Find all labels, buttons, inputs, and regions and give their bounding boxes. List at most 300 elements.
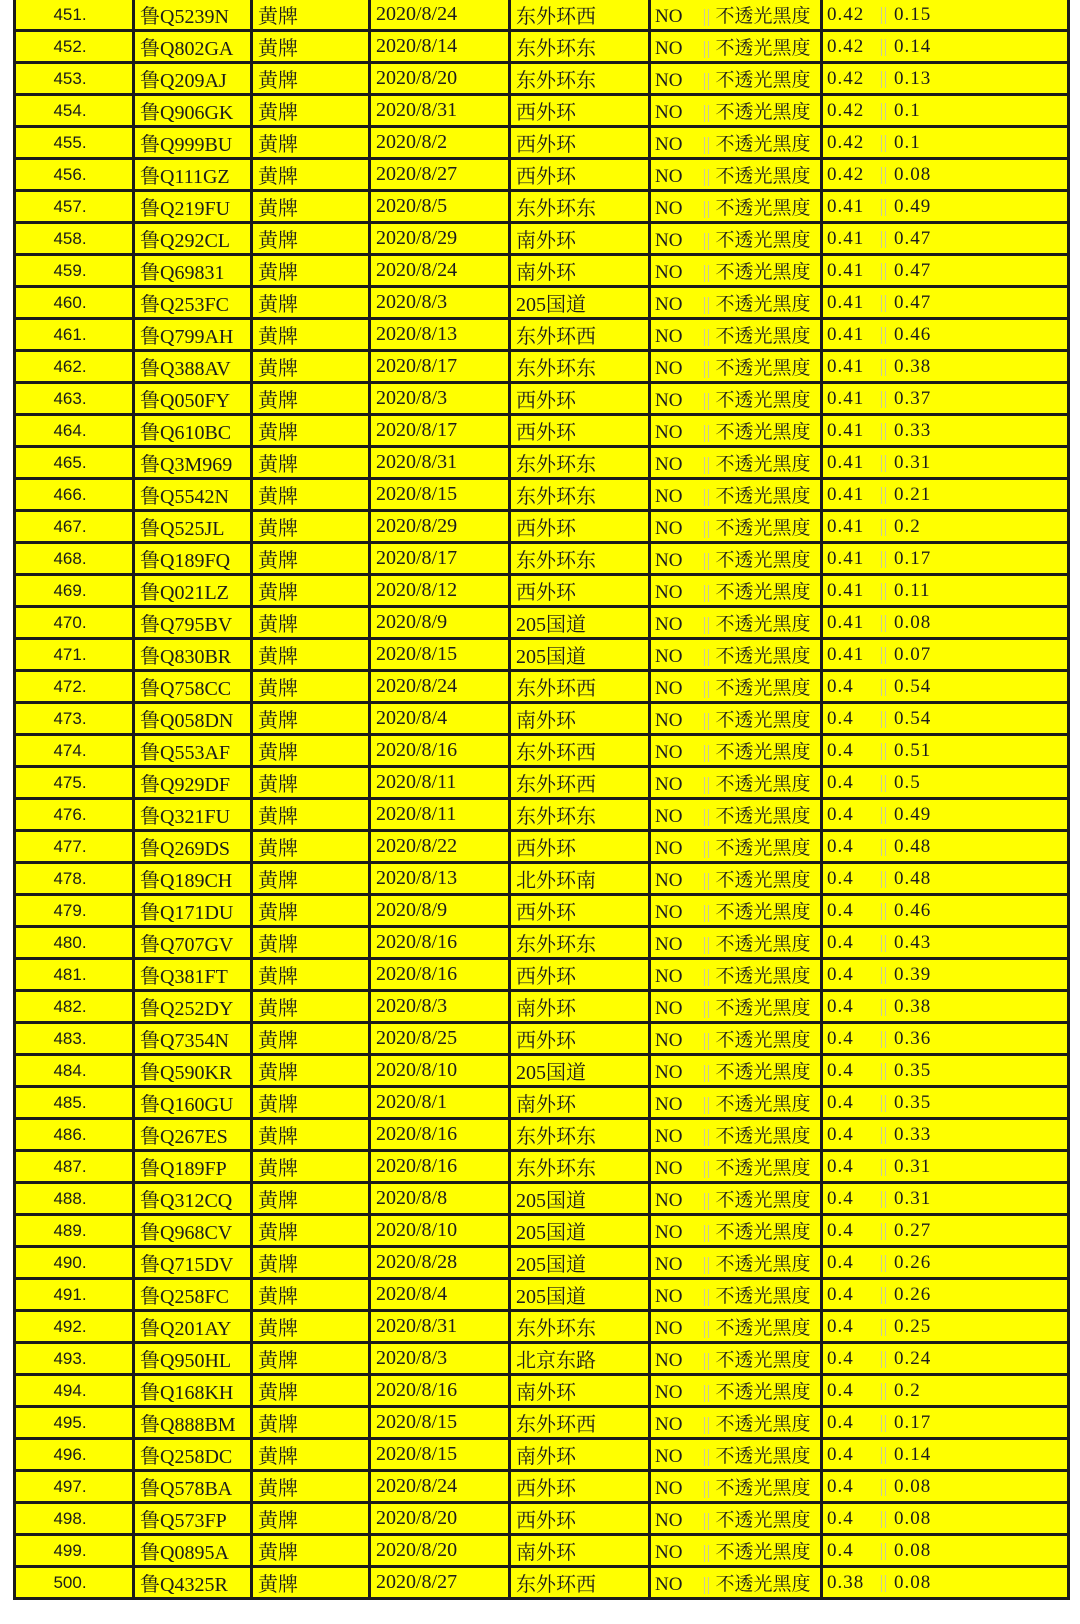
- cell-separator: [704, 777, 705, 794]
- table-row: [15, 1215, 1069, 1247]
- values-cell: [822, 319, 1069, 351]
- measure-value-1: 0.4: [827, 1251, 854, 1273]
- plate-color-cell: [252, 1567, 370, 1599]
- table-row: [15, 607, 1069, 639]
- cell-separator: [704, 1001, 705, 1018]
- plate-number: 鲁Q830BR: [140, 646, 232, 668]
- result-flag: NO: [655, 582, 683, 603]
- plate-number: 鲁Q795BV: [140, 614, 233, 636]
- location-cell: [510, 959, 650, 991]
- cell-separator: [704, 361, 705, 378]
- location-cell: [510, 95, 650, 127]
- cell-separator: [881, 487, 882, 504]
- check-date: 2020/8/4: [376, 707, 448, 729]
- date-cell: [370, 1279, 510, 1311]
- row-number: 475.: [53, 772, 87, 792]
- row-number-cell: [15, 127, 134, 159]
- cell-separator: [704, 553, 705, 570]
- plate-color-cell: [252, 639, 370, 671]
- row-number-cell: [15, 639, 134, 671]
- date-cell: [370, 223, 510, 255]
- plate-color: 黄牌: [258, 1094, 298, 1116]
- cell-separator: [704, 201, 705, 218]
- location-cell: [510, 831, 650, 863]
- plate-color-cell: [252, 31, 370, 63]
- result-flag: NO: [655, 6, 683, 27]
- result-flag: NO: [655, 134, 683, 155]
- cell-separator: [704, 809, 705, 826]
- result-cell: [650, 287, 822, 319]
- row-number: 500.: [53, 1572, 87, 1592]
- plate-cell: [134, 607, 252, 639]
- result-flag: NO: [655, 1510, 683, 1531]
- plate-color-cell: [252, 223, 370, 255]
- result-cell: [650, 1407, 822, 1439]
- measure-value-1: 0.4: [827, 1219, 854, 1241]
- date-cell: [370, 1183, 510, 1215]
- plate-color-cell: [252, 191, 370, 223]
- row-number-cell: [15, 1087, 134, 1119]
- cell-separator: [704, 1449, 705, 1466]
- road-location: 西外环: [516, 838, 576, 860]
- measure-value-1: 0.41: [827, 355, 865, 377]
- location-cell: [510, 1311, 650, 1343]
- cell-separator: [881, 1223, 882, 1240]
- result-cell: [650, 415, 822, 447]
- values-cell: [822, 1087, 1069, 1119]
- plate-cell: [134, 863, 252, 895]
- plate-cell: [134, 63, 252, 95]
- row-number-cell: [15, 255, 134, 287]
- check-date: 2020/8/16: [376, 739, 458, 761]
- row-number: 481.: [53, 964, 87, 984]
- result-cell: [650, 63, 822, 95]
- measure-value-2: 0.08: [894, 1539, 932, 1561]
- measure-value-2: 0.27: [894, 1219, 932, 1241]
- row-number: 474.: [53, 740, 87, 760]
- plate-color-cell: [252, 575, 370, 607]
- plate-color-cell: [252, 991, 370, 1023]
- row-number-cell: [15, 543, 134, 575]
- result-flag: NO: [655, 198, 683, 219]
- result-cell: [650, 1087, 822, 1119]
- cell-separator: [704, 1225, 705, 1242]
- row-number: 488.: [53, 1188, 87, 1208]
- test-type: 不透光黑度: [715, 1254, 811, 1275]
- cell-separator: [704, 713, 705, 730]
- plate-number: 鲁Q707GV: [140, 934, 234, 956]
- plate-color: 黄牌: [258, 38, 298, 60]
- plate-color-cell: [252, 1183, 370, 1215]
- measure-value-1: 0.4: [827, 675, 854, 697]
- row-number: 493.: [53, 1348, 87, 1368]
- cell-separator: [704, 1513, 705, 1530]
- plate-color: 黄牌: [258, 390, 298, 412]
- date-cell: [370, 1535, 510, 1567]
- row-number-cell: [15, 1535, 134, 1567]
- result-cell: [650, 0, 822, 31]
- cell-separator: [881, 999, 882, 1016]
- measure-value-1: 0.4: [827, 1091, 854, 1113]
- measure-value-1: 0.41: [827, 579, 865, 601]
- row-number-cell: [15, 1407, 134, 1439]
- plate-color-cell: [252, 1087, 370, 1119]
- check-date: 2020/8/29: [376, 515, 458, 537]
- result-cell: [650, 767, 822, 799]
- check-date: 2020/8/16: [376, 931, 458, 953]
- cell-separator: [881, 103, 882, 120]
- plate-number: 鲁Q321FU: [140, 806, 231, 828]
- cell-separator: [881, 967, 882, 984]
- plate-number: 鲁Q189FQ: [140, 550, 231, 572]
- location-cell: [510, 127, 650, 159]
- measure-value-1: 0.41: [827, 227, 865, 249]
- cell-separator: [704, 1161, 705, 1178]
- measure-value-2: 0.31: [894, 1155, 932, 1177]
- table-row: [15, 1055, 1069, 1087]
- plate-cell: [134, 1471, 252, 1503]
- measure-value-1: 0.4: [827, 1507, 854, 1529]
- plate-color-cell: [252, 607, 370, 639]
- cell-separator: [881, 7, 882, 24]
- location-cell: [510, 223, 650, 255]
- plate-cell: [134, 575, 252, 607]
- plate-cell: [134, 511, 252, 543]
- plate-color: 黄牌: [258, 102, 298, 124]
- plate-color-cell: [252, 703, 370, 735]
- plate-color-cell: [252, 479, 370, 511]
- date-cell: [370, 1215, 510, 1247]
- date-cell: [370, 447, 510, 479]
- plate-number: 鲁Q69831: [140, 262, 225, 284]
- values-cell: [822, 223, 1069, 255]
- result-cell: [650, 799, 822, 831]
- row-number: 466.: [53, 484, 87, 504]
- plate-color: 黄牌: [258, 550, 298, 572]
- test-type: 不透光黑度: [715, 1126, 811, 1147]
- values-cell: [822, 543, 1069, 575]
- row-number-cell: [15, 223, 134, 255]
- test-type: 不透光黑度: [715, 1478, 811, 1499]
- result-flag: NO: [655, 1222, 683, 1243]
- row-number: 460.: [53, 292, 87, 312]
- plate-cell: [134, 351, 252, 383]
- test-type: 不透光黑度: [715, 1286, 811, 1307]
- plate-color-cell: [252, 319, 370, 351]
- test-type: 不透光黑度: [715, 998, 811, 1019]
- cell-separator: [881, 743, 882, 760]
- cell-separator: [704, 1289, 705, 1306]
- cell-separator: [704, 649, 705, 666]
- measure-value-2: 0.39: [894, 963, 932, 985]
- plate-color-cell: [252, 767, 370, 799]
- result-cell: [650, 1279, 822, 1311]
- table-row: [15, 319, 1069, 351]
- measure-value-2: 0.13: [894, 67, 932, 89]
- cell-separator: [704, 521, 705, 538]
- test-type: 不透光黑度: [715, 774, 811, 795]
- location-cell: [510, 191, 650, 223]
- plate-color: 黄牌: [258, 710, 298, 732]
- cell-separator: [881, 551, 882, 568]
- plate-color: 黄牌: [258, 678, 298, 700]
- cell-separator: [881, 935, 882, 952]
- plate-number: 鲁Q950HL: [140, 1350, 232, 1372]
- plate-color-cell: [252, 383, 370, 415]
- table-row: [15, 1023, 1069, 1055]
- cell-separator: [704, 841, 705, 858]
- test-type: 不透光黑度: [715, 966, 811, 987]
- plate-color: 黄牌: [258, 1510, 298, 1532]
- result-flag: NO: [655, 1350, 683, 1371]
- check-date: 2020/8/20: [376, 1507, 458, 1529]
- table-row: [15, 1343, 1069, 1375]
- values-cell: [822, 703, 1069, 735]
- measure-value-1: 0.41: [827, 483, 865, 505]
- values-cell: [822, 575, 1069, 607]
- location-cell: [510, 575, 650, 607]
- table-row: [15, 927, 1069, 959]
- test-type: 不透光黑度: [715, 1062, 811, 1083]
- result-cell: [650, 543, 822, 575]
- location-cell: [510, 703, 650, 735]
- plate-number: 鲁Q5542N: [140, 486, 229, 508]
- cell-separator: [704, 969, 705, 986]
- measure-value-2: 0.38: [894, 995, 932, 1017]
- row-number-cell: [15, 1215, 134, 1247]
- measure-value-2: 0.48: [894, 867, 932, 889]
- test-type: 不透光黑度: [715, 38, 811, 59]
- table-row: [15, 703, 1069, 735]
- values-cell: [822, 351, 1069, 383]
- plate-cell: [134, 223, 252, 255]
- road-location: 东外环东: [516, 1126, 596, 1148]
- plate-color: 黄牌: [258, 326, 298, 348]
- plate-color-cell: [252, 1407, 370, 1439]
- result-cell: [650, 191, 822, 223]
- result-flag: NO: [655, 1446, 683, 1467]
- table-row: [15, 1503, 1069, 1535]
- plate-number: 鲁Q799AH: [140, 326, 234, 348]
- values-cell: [822, 1215, 1069, 1247]
- result-flag: NO: [655, 966, 683, 987]
- row-number: 469.: [53, 580, 87, 600]
- plate-color-cell: [252, 927, 370, 959]
- plate-cell: [134, 31, 252, 63]
- cell-separator: [881, 807, 882, 824]
- table-row: [15, 895, 1069, 927]
- test-type: 不透光黑度: [715, 678, 811, 699]
- values-cell: [822, 1343, 1069, 1375]
- date-cell: [370, 831, 510, 863]
- row-number: 473.: [53, 708, 87, 728]
- measure-value-2: 0.24: [894, 1347, 932, 1369]
- plate-number: 鲁Q573FP: [140, 1510, 227, 1532]
- road-location: 东外环东: [516, 454, 596, 476]
- values-cell: [822, 1439, 1069, 1471]
- date-cell: [370, 479, 510, 511]
- cell-separator: [704, 137, 705, 154]
- cell-separator: [881, 1127, 882, 1144]
- row-number: 459.: [53, 260, 87, 280]
- plate-number: 鲁Q999BU: [140, 134, 233, 156]
- result-flag: NO: [655, 390, 683, 411]
- location-cell: [510, 671, 650, 703]
- cell-separator: [881, 1351, 882, 1368]
- plate-cell: [134, 127, 252, 159]
- measure-value-2: 0.46: [894, 899, 932, 921]
- road-location: 东外环东: [516, 934, 596, 956]
- table-row: [15, 415, 1069, 447]
- plate-color: 黄牌: [258, 166, 298, 188]
- test-type: 不透光黑度: [715, 294, 811, 315]
- location-cell: [510, 287, 650, 319]
- location-cell: [510, 991, 650, 1023]
- result-cell: [650, 1439, 822, 1471]
- road-location: 西外环: [516, 422, 576, 444]
- plate-number: 鲁Q906GK: [140, 102, 234, 124]
- date-cell: [370, 1087, 510, 1119]
- measure-value-1: 0.41: [827, 515, 865, 537]
- measure-value-1: 0.4: [827, 1539, 854, 1561]
- measure-value-2: 0.14: [894, 35, 932, 57]
- plate-color: 黄牌: [258, 838, 298, 860]
- date-cell: [370, 1247, 510, 1279]
- plate-cell: [134, 1183, 252, 1215]
- plate-number: 鲁Q715DV: [140, 1254, 234, 1276]
- result-cell: [650, 223, 822, 255]
- row-number: 487.: [53, 1156, 87, 1176]
- values-cell: [822, 287, 1069, 319]
- result-cell: [650, 447, 822, 479]
- date-cell: [370, 1311, 510, 1343]
- cell-separator: [704, 233, 705, 250]
- cell-separator: [704, 681, 705, 698]
- result-cell: [650, 255, 822, 287]
- plate-number: 鲁Q929DF: [140, 774, 231, 796]
- road-location: 南外环: [516, 262, 576, 284]
- table-row: [15, 1087, 1069, 1119]
- test-type: 不透光黑度: [715, 838, 811, 859]
- check-date: 2020/8/16: [376, 1123, 458, 1145]
- plate-cell: [134, 1407, 252, 1439]
- plate-color: 黄牌: [258, 1478, 298, 1500]
- table-row: [15, 671, 1069, 703]
- result-flag: NO: [655, 454, 683, 475]
- values-cell: [822, 1151, 1069, 1183]
- date-cell: [370, 607, 510, 639]
- test-type: 不透光黑度: [715, 1158, 811, 1179]
- test-type: 不透光黑度: [715, 646, 811, 667]
- date-cell: [370, 575, 510, 607]
- measure-value-2: 0.36: [894, 1027, 932, 1049]
- plate-color-cell: [252, 1119, 370, 1151]
- result-cell: [650, 959, 822, 991]
- table-row: [15, 1471, 1069, 1503]
- table-row: [15, 735, 1069, 767]
- cell-separator: [881, 135, 882, 152]
- result-flag: NO: [655, 1318, 683, 1339]
- plate-color: 黄牌: [258, 646, 298, 668]
- check-date: 2020/8/5: [376, 195, 448, 217]
- cell-separator: [704, 1385, 705, 1402]
- test-type: 不透光黑度: [715, 102, 811, 123]
- test-type: 不透光黑度: [715, 902, 811, 923]
- plate-cell: [134, 1055, 252, 1087]
- table-row: [15, 831, 1069, 863]
- row-number-cell: [15, 1311, 134, 1343]
- check-date: 2020/8/17: [376, 355, 458, 377]
- values-cell: [822, 895, 1069, 927]
- plate-cell: [134, 703, 252, 735]
- row-number-cell: [15, 575, 134, 607]
- table-row: [15, 1439, 1069, 1471]
- result-cell: [650, 95, 822, 127]
- result-flag: NO: [655, 1574, 683, 1595]
- table-row: [15, 447, 1069, 479]
- cell-separator: [881, 359, 882, 376]
- measure-value-1: 0.42: [827, 131, 865, 153]
- check-date: 2020/8/4: [376, 1283, 448, 1305]
- result-cell: [650, 1215, 822, 1247]
- row-number-cell: [15, 1151, 134, 1183]
- measure-value-1: 0.42: [827, 67, 865, 89]
- plate-color: 黄牌: [258, 806, 298, 828]
- plate-color-cell: [252, 1151, 370, 1183]
- result-cell: [650, 863, 822, 895]
- road-location: 205国道: [516, 1254, 586, 1276]
- measure-value-2: 0.08: [894, 611, 932, 633]
- plate-number: 鲁Q201AY: [140, 1318, 232, 1340]
- measure-value-1: 0.4: [827, 1347, 854, 1369]
- road-location: 南外环: [516, 1446, 576, 1468]
- test-type: 不透光黑度: [715, 486, 811, 507]
- check-date: 2020/8/16: [376, 963, 458, 985]
- row-number-cell: [15, 159, 134, 191]
- result-cell: [650, 575, 822, 607]
- row-number-cell: [15, 63, 134, 95]
- location-cell: [510, 1279, 650, 1311]
- cell-separator: [881, 327, 882, 344]
- measure-value-2: 0.1: [894, 131, 921, 153]
- result-flag: NO: [655, 358, 683, 379]
- table-row: [15, 799, 1069, 831]
- plate-number: 鲁Q189CH: [140, 870, 233, 892]
- cell-separator: [881, 615, 882, 632]
- plate-number: 鲁Q253FC: [140, 294, 229, 316]
- plate-color-cell: [252, 0, 370, 31]
- road-location: 南外环: [516, 1542, 576, 1564]
- road-location: 东外环西: [516, 742, 596, 764]
- measure-value-2: 0.47: [894, 259, 932, 281]
- result-cell: [650, 1023, 822, 1055]
- result-flag: NO: [655, 1062, 683, 1083]
- cell-separator: [881, 1415, 882, 1432]
- check-date: 2020/8/24: [376, 675, 458, 697]
- values-cell: [822, 255, 1069, 287]
- plate-color-cell: [252, 1279, 370, 1311]
- plate-color: 黄牌: [258, 230, 298, 252]
- row-number-cell: [15, 959, 134, 991]
- table-row: [15, 1279, 1069, 1311]
- plate-number: 鲁Q802GA: [140, 38, 234, 60]
- date-cell: [370, 255, 510, 287]
- road-location: 南外环: [516, 1094, 576, 1116]
- plate-color-cell: [252, 415, 370, 447]
- row-number: 463.: [53, 388, 87, 408]
- measure-value-1: 0.4: [827, 899, 854, 921]
- table-row: [15, 767, 1069, 799]
